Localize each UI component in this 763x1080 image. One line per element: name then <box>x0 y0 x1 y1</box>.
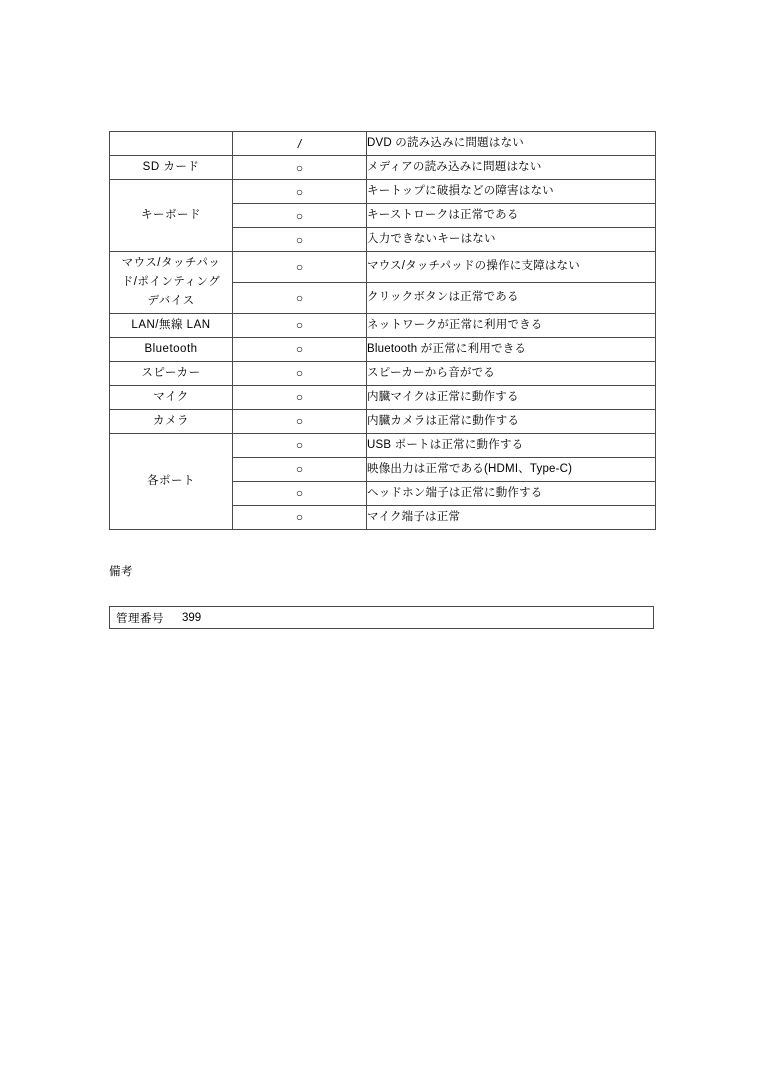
row-desc-label: DVD の読み込みに問題はない <box>367 136 524 149</box>
table-row <box>110 361 656 385</box>
table-row <box>110 180 656 204</box>
row-desc-cell <box>367 132 656 156</box>
checklist-table <box>109 131 656 530</box>
management-number-value: 399 <box>182 611 202 624</box>
row-mark-cell <box>233 313 367 337</box>
table-row <box>110 132 656 156</box>
row-desc-label: 映像出力は正常である(HDMI、Type-C) <box>367 462 573 475</box>
row-mark-value: ○ <box>295 414 304 429</box>
row-mark-cell <box>233 433 367 457</box>
row-desc-label: ヘッドホン端子は正常に動作する <box>367 486 543 499</box>
row-item-label: マウス/タッチパッド/ポインティングデバイス <box>121 257 221 307</box>
checklist-table-body <box>110 132 656 530</box>
row-item-label: スピーカー <box>141 366 201 379</box>
row-desc-label: USB ポートは正常に動作する <box>367 438 524 451</box>
row-mark-value: ○ <box>295 184 304 199</box>
row-desc-cell <box>367 313 656 337</box>
row-item-label: キーボード <box>141 208 201 221</box>
row-item-cell <box>110 313 233 337</box>
management-number-label: 管理番号 <box>116 612 164 625</box>
row-item-cell <box>110 132 233 156</box>
row-mark-cell <box>233 385 367 409</box>
row-item-label: カメラ <box>153 414 189 427</box>
table-row <box>110 337 656 361</box>
row-mark-value: ○ <box>295 366 304 381</box>
row-item-label: Bluetooth <box>144 342 198 355</box>
row-desc-cell <box>367 481 656 505</box>
row-desc-cell <box>367 156 656 180</box>
row-mark-cell <box>233 361 367 385</box>
row-desc-cell <box>367 433 656 457</box>
row-mark-cell <box>233 180 367 204</box>
row-desc-cell <box>367 252 656 283</box>
row-desc-label: メディアの読み込みに問題はない <box>367 160 542 173</box>
row-desc-label: 入力できないキーはない <box>367 232 496 245</box>
row-desc-cell <box>367 361 656 385</box>
row-item-label: SD カード <box>142 160 200 173</box>
row-desc-cell <box>367 409 656 433</box>
row-desc-cell <box>367 385 656 409</box>
row-desc-cell <box>367 457 656 481</box>
row-mark-value: ○ <box>295 438 304 453</box>
row-desc-label: 内臓カメラは正常に動作する <box>367 414 520 427</box>
row-mark-cell <box>233 457 367 481</box>
row-desc-label: キーストロークは正常である <box>367 208 519 221</box>
row-mark-cell <box>233 505 367 529</box>
row-mark-cell <box>233 337 367 361</box>
row-mark-value: ○ <box>295 290 304 305</box>
row-desc-cell <box>367 337 656 361</box>
row-item-label: マイク <box>153 390 189 403</box>
row-mark-value: ○ <box>295 486 304 501</box>
row-item-label: 各ポート <box>147 474 195 487</box>
table-row <box>110 252 656 283</box>
inspection-checklist-table <box>109 131 654 530</box>
row-item-cell <box>110 252 233 314</box>
row-desc-label: ネットワークが正常に利用できる <box>367 318 543 331</box>
row-mark-value: ○ <box>295 510 304 525</box>
row-desc-label: スピーカーから音がでる <box>367 366 496 379</box>
row-mark-cell <box>233 409 367 433</box>
row-item-cell <box>110 337 233 361</box>
remark-label: 備考 <box>109 566 133 578</box>
row-item-cell <box>110 156 233 180</box>
table-row <box>110 409 656 433</box>
table-row <box>110 385 656 409</box>
row-mark-value: ○ <box>295 232 304 247</box>
row-mark-cell <box>233 156 367 180</box>
row-desc-label: クリックボタンは正常である <box>367 291 519 304</box>
row-desc-label: マウス/タッチパッドの操作に支障はない <box>367 260 580 273</box>
row-mark-cell <box>233 228 367 252</box>
row-item-cell <box>110 409 233 433</box>
table-row <box>110 156 656 180</box>
table-row <box>110 313 656 337</box>
row-desc-label: 内臓マイクは正常に動作する <box>367 390 519 403</box>
row-mark-value: ○ <box>295 160 304 175</box>
row-item-cell <box>110 361 233 385</box>
row-mark-cell <box>233 132 367 156</box>
row-item-cell <box>110 385 233 409</box>
row-item-cell <box>110 180 233 252</box>
row-mark-value: ○ <box>295 318 304 333</box>
row-mark-cell <box>233 481 367 505</box>
row-item-label: LAN/無線 LAN <box>131 318 211 331</box>
row-desc-cell <box>367 180 656 204</box>
row-mark-cell <box>233 204 367 228</box>
row-desc-label: キートップに破損などの障害はない <box>367 184 554 197</box>
row-desc-cell <box>367 505 656 529</box>
row-mark-value: ○ <box>295 390 304 405</box>
row-mark-value: ○ <box>295 208 304 223</box>
management-number-box <box>109 606 654 629</box>
row-mark-cell <box>233 282 367 313</box>
row-mark-value: ○ <box>295 462 304 477</box>
row-desc-cell <box>367 228 656 252</box>
table-row <box>110 433 656 457</box>
row-mark-cell <box>233 252 367 283</box>
row-mark-value: ○ <box>295 259 304 274</box>
row-item-cell <box>110 433 233 529</box>
row-desc-label: Bluetooth が正常に利用できる <box>367 342 527 355</box>
row-desc-cell <box>367 282 656 313</box>
row-desc-cell <box>367 204 656 228</box>
row-mark-value: ○ <box>295 342 304 357</box>
row-desc-label: マイク端子は正常 <box>367 510 461 523</box>
row-mark-value: / <box>297 136 302 151</box>
